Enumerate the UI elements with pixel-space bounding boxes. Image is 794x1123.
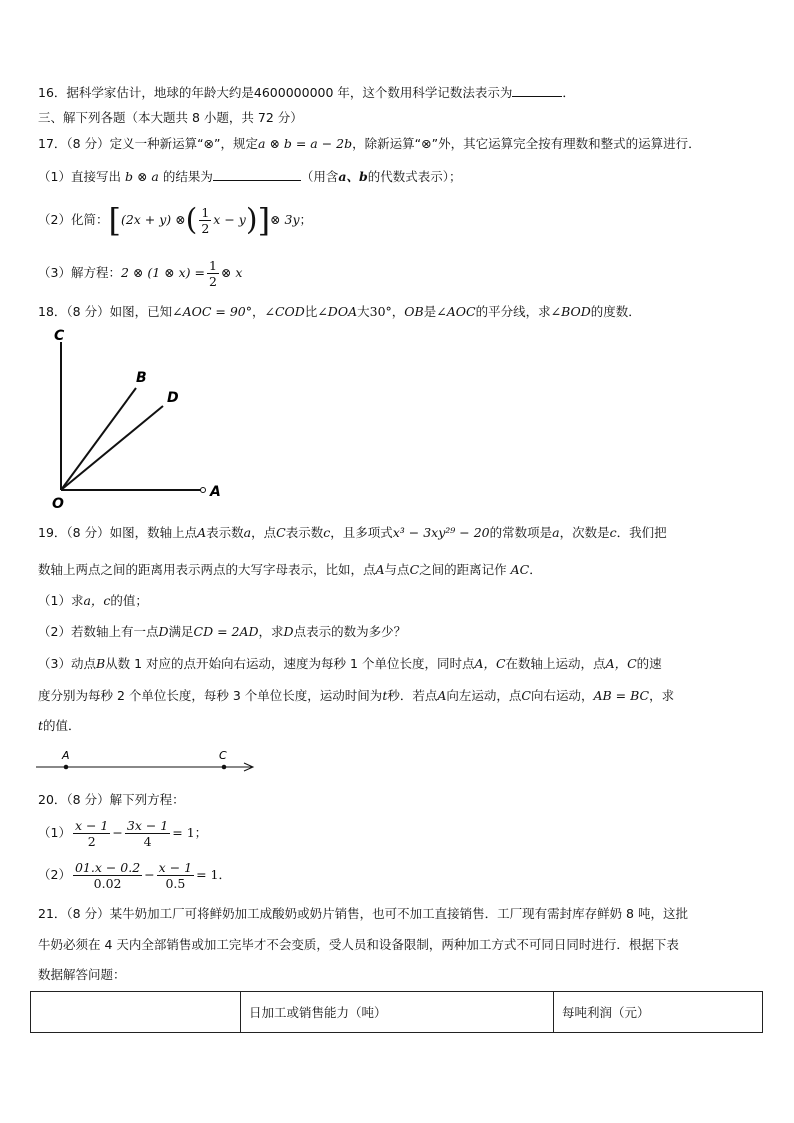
q17-p1-text-3: （用含: [300, 169, 339, 184]
q20-p1-rhs: = 1；: [172, 825, 208, 840]
question-19-part-1: [38, 593, 148, 609]
q17-p1-text: （1）直接写出: [38, 169, 121, 184]
label-b: B: [136, 370, 147, 386]
question-21-line-2: 牛奶必须在 4 天内全部销售或加工完毕才不会变质，受人员和设备限制，两种加工方式不可同日同时进行．根据下表: [38, 937, 679, 952]
q18-text: 大: [357, 304, 370, 319]
q19-text: 的值；: [110, 593, 148, 608]
q19-text: 点表示的数为多少？: [293, 624, 407, 639]
q19-var: A，C: [474, 656, 506, 671]
q19-text: （3）动点: [38, 656, 96, 671]
label-c: C: [54, 328, 65, 344]
q19-equation: CD = 2AD: [193, 624, 259, 639]
q19-var: t: [38, 718, 44, 733]
q19-var: D: [158, 624, 169, 639]
q20-p1-label: （1）: [38, 825, 71, 840]
question-19-part-3-line-2: [38, 688, 674, 704]
q18-text: 是: [423, 304, 437, 319]
q19-var: a: [552, 525, 560, 540]
right-paren: ): [245, 202, 258, 238]
q18-math-30: 30°: [369, 304, 392, 319]
q19-text: 向右运动，: [530, 688, 594, 703]
q17-p2-right: x − y: [213, 212, 246, 227]
q18-text: 的平分线，求: [475, 304, 551, 319]
q18-text: 18．（8 分）如图，已知: [38, 304, 173, 319]
table-header-cell: 每吨利润（元）: [554, 992, 763, 1033]
axis-label-a: A: [62, 749, 70, 762]
fraction: $\frac{01.x - 0.2}{0.02}$: [74, 860, 141, 891]
section-heading: 三、解下列各题（本大题共 8 小题，共 72 分）: [38, 110, 303, 125]
q17-p2-end: ；: [299, 212, 313, 227]
q17-p2-tail: ⊗ 3y: [270, 212, 300, 227]
fraction: $\frac{3x - 1}{4}$: [126, 818, 169, 849]
q19-var: A: [197, 525, 207, 540]
label-a: A: [210, 484, 221, 500]
point-a: [64, 765, 69, 770]
q17-p1-formula: b ⊗ a: [124, 169, 159, 184]
q19-text: 表示数: [206, 525, 244, 540]
q18-math-ob: OB: [404, 304, 424, 319]
q17-p3-right: ⊗ x: [220, 265, 243, 280]
q19-text: ．: [529, 562, 542, 577]
q18-math-cod: ∠COD: [264, 304, 305, 319]
left-bracket: [: [108, 201, 121, 240]
q19-var: a: [243, 525, 252, 540]
q19-text: 秒．若点: [387, 688, 438, 703]
q19-text: 从数 1 对应的点开始向右运动，速度为每秒 1 个单位长度，同时点: [105, 656, 475, 671]
q19-text: ，求: [258, 624, 284, 639]
q18-text: 的度数．: [590, 304, 641, 319]
question-18: [38, 304, 641, 320]
question-20-part-2: [38, 858, 231, 892]
data-table: [30, 991, 763, 1033]
fraction: $\frac{x - 1}{2}$: [74, 818, 109, 849]
q19-polynomial: x³ − 3xy²⁹ − 20: [392, 525, 490, 540]
q19-text: ，求: [649, 688, 675, 703]
q19-text: 与点: [384, 562, 410, 577]
q16-tail: ．: [562, 85, 575, 100]
q19-text: ，点: [251, 525, 277, 540]
ray-ob: [61, 388, 136, 490]
fraction-half: $\frac{1}{2}$: [201, 205, 210, 236]
question-21-line-1: 21．（8 分）某牛奶加工厂可将鲜奶加工成酸奶或奶片销售，也可不加工直接销售．工厂现有需封库存鲜奶 8 吨，这批: [38, 906, 688, 921]
right-bracket: ]: [257, 201, 271, 240]
q19-var: A: [437, 688, 447, 703]
q17-p3-label: （3）解方程：: [38, 265, 121, 280]
question-21-line-3: 数据解答问题：: [38, 967, 126, 982]
q18-math-aoc: ∠AOC = 90°: [172, 304, 252, 319]
q17-p1-text-4: 的代数式表示）；: [367, 169, 462, 184]
q17-p3-left: 2 ⊗ (1 ⊗ x) =: [120, 265, 205, 280]
q19-text: 数轴上两点之间的距离用表示两点的大写字母表示，比如，点: [38, 562, 376, 577]
table-header-row: [31, 992, 763, 1033]
label-d: D: [167, 390, 179, 406]
question-19-line-1: [38, 525, 667, 541]
q17-formula: a ⊗ b = a − 2b: [258, 136, 353, 151]
answer-blank[interactable]: [512, 84, 562, 97]
question-17-part-1: [38, 168, 461, 185]
question-19-line-2: [38, 562, 542, 578]
q18-text: ，: [251, 304, 265, 319]
q19-var: B: [95, 656, 106, 671]
q19-text: ，次数是: [559, 525, 610, 540]
question-17-stem: [38, 136, 701, 152]
q19-text: 在数轴上运动，点: [505, 656, 606, 671]
q19-text: ．我们把: [616, 525, 667, 540]
q19-var: a，c: [83, 593, 111, 608]
q19-text: 的值．: [43, 718, 81, 733]
q16-text: 16．据科学家估计，地球的年龄大约是4600000000 年，这个数用科学记数法表示为: [38, 85, 513, 100]
number-line: [34, 746, 260, 776]
q19-var: c: [323, 525, 331, 540]
q20-p2-label: （2）: [38, 867, 71, 882]
q18-math-doa: ∠DOA: [317, 304, 358, 319]
point-c: [222, 765, 227, 770]
q18-math-aoc2: ∠AOC: [436, 304, 476, 319]
q17-stem-text: 17．（8 分）定义一种新运算“⊗”，规定: [38, 136, 259, 151]
q19-text: ，且多项式: [330, 525, 393, 540]
q19-equation: AB = BC: [593, 688, 650, 703]
q19-var: C: [409, 562, 420, 577]
question-19-part-3-line-3: [38, 718, 81, 734]
q19-text: 之间的距离记作: [419, 562, 507, 577]
q19-text: 度分别为每秒 2 个单位长度，每秒 3 个单位长度，运动时间为: [38, 688, 383, 703]
q19-text: 19．（8 分）如图，数轴上点: [38, 525, 198, 540]
question-16: [38, 84, 575, 101]
answer-blank[interactable]: [213, 168, 301, 181]
q19-var: t: [382, 688, 388, 703]
q19-text: 的速: [636, 656, 662, 671]
table-header-cell: 日加工或销售能力（吨）: [241, 992, 554, 1033]
q19-var: C: [521, 688, 531, 703]
question-19-part-2: [38, 624, 406, 640]
angle-figure: [40, 322, 240, 512]
q18-text: 比: [304, 304, 318, 319]
q17-p1-vars: a、b: [338, 169, 368, 184]
q17-p2-label: （2）化简：: [38, 212, 109, 227]
question-17-part-2: [38, 200, 312, 240]
axis-label-c: C: [219, 749, 227, 762]
fraction: $\frac{x - 1}{0.5}$: [158, 860, 193, 891]
q20-p2-rhs: = 1．: [196, 867, 232, 882]
q19-text: 的常数项是: [489, 525, 553, 540]
fraction-half: $\frac{1}{2}$: [208, 258, 217, 289]
minus-sign: −: [144, 867, 155, 882]
q19-text: 满足: [168, 624, 194, 639]
q19-var: c: [609, 525, 617, 540]
q19-var: D: [283, 624, 294, 639]
table-header-cell: [31, 992, 241, 1033]
question-20-title: 20．（8 分）解下列方程：: [38, 792, 185, 807]
q19-var: A，C: [605, 656, 637, 671]
question-20-part-1: [38, 816, 207, 850]
point-a-marker: [201, 488, 206, 493]
q17-stem-text-2: ，除新运算“⊗”外，其它运算完全按有理数和整式的运算进行．: [352, 136, 701, 151]
q19-var: AC: [510, 562, 530, 577]
q19-text: （2）若数轴上有一点: [38, 624, 159, 639]
q19-text: （1）求: [38, 593, 84, 608]
q19-var: A: [375, 562, 385, 577]
q19-text: 表示数: [285, 525, 324, 540]
q19-text: 向左运动，点: [446, 688, 522, 703]
question-17-part-3: [38, 256, 242, 290]
q18-math-bod: ∠BOD: [550, 304, 591, 319]
q19-var: C: [276, 525, 286, 540]
q17-p2-left: (2x + y) ⊗: [120, 212, 186, 227]
minus-sign: −: [112, 825, 123, 840]
ray-od: [61, 406, 163, 490]
q18-text: ，: [391, 304, 405, 319]
q17-p1-text-2: 的结果为: [162, 169, 213, 184]
label-o: O: [52, 496, 64, 512]
question-19-part-3-line-1: [38, 656, 662, 672]
left-paren: (: [185, 202, 198, 238]
